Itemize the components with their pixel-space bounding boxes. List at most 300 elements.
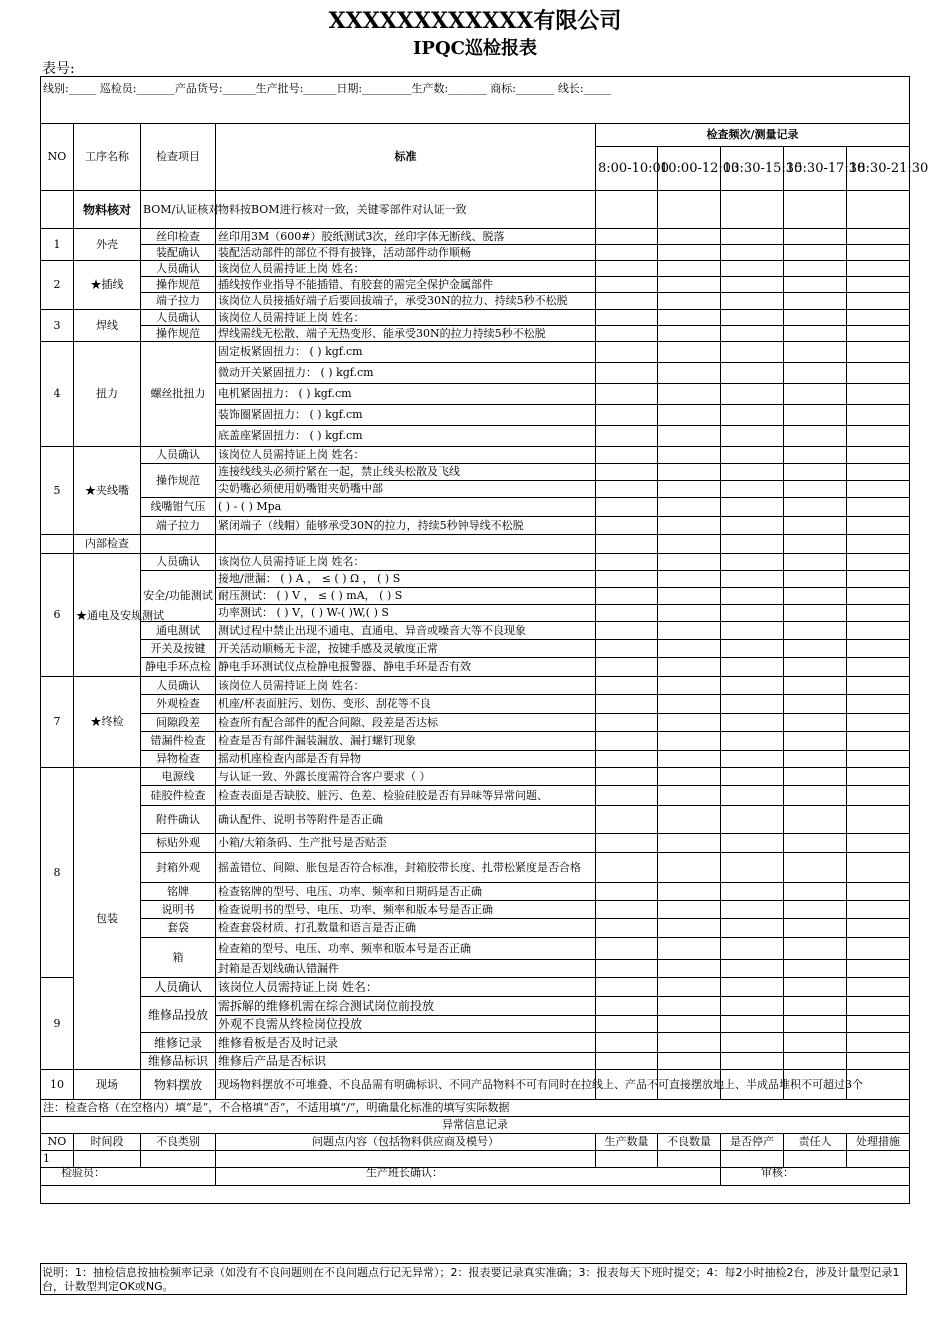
record-cell[interactable]: [721, 806, 784, 834]
check-item: 错漏件检查: [141, 732, 216, 751]
record-cell[interactable]: [596, 883, 658, 901]
record-cell[interactable]: [658, 1053, 721, 1070]
abnormal-cell[interactable]: [216, 1151, 596, 1168]
standard-text: 该岗位人员需持证上岗 姓名：: [216, 447, 596, 464]
record-cell[interactable]: [596, 588, 658, 605]
record-cell[interactable]: [721, 695, 784, 714]
record-cell[interactable]: [596, 1053, 658, 1070]
record-cell[interactable]: [721, 517, 784, 535]
record-cell[interactable]: [847, 786, 910, 806]
record-cell[interactable]: [847, 853, 910, 883]
record-cell[interactable]: [847, 588, 910, 605]
record-cell[interactable]: [658, 806, 721, 834]
record-cell[interactable]: [658, 695, 721, 714]
check-item: 维修品投放: [141, 997, 216, 1033]
record-cell[interactable]: [784, 605, 847, 622]
record-cell[interactable]: [721, 588, 784, 605]
record-cell[interactable]: [658, 571, 721, 588]
record-cell[interactable]: [596, 901, 658, 919]
table-row: [41, 535, 910, 554]
record-cell[interactable]: [784, 245, 847, 261]
abnormal-cell[interactable]: [847, 1151, 910, 1168]
record-cell[interactable]: [721, 978, 784, 997]
standard-text: 维修后产品是否标识: [216, 1053, 596, 1070]
record-cell[interactable]: [721, 310, 784, 326]
record-cell[interactable]: [847, 640, 910, 658]
standard-text: 静电手环测试仪点检静电报警器、静电手环是否有效: [216, 658, 596, 677]
record-cell[interactable]: [784, 464, 847, 481]
process-name: ★终检: [74, 677, 141, 768]
table-row: [41, 658, 910, 677]
record-cell[interactable]: [721, 768, 784, 786]
record-cell[interactable]: [596, 464, 658, 481]
record-cell[interactable]: [658, 834, 721, 853]
record-cell[interactable]: [847, 447, 910, 464]
standard-text: 该岗位人员需持证上岗 姓名：: [216, 310, 596, 326]
record-cell[interactable]: [658, 605, 721, 622]
record-cell[interactable]: [721, 853, 784, 883]
record-cell[interactable]: [721, 901, 784, 919]
record-cell[interactable]: [658, 464, 721, 481]
record-cell[interactable]: [721, 786, 784, 806]
record-cell[interactable]: [784, 883, 847, 901]
record-cell[interactable]: [596, 853, 658, 883]
record-cell[interactable]: [784, 919, 847, 938]
record-cell[interactable]: [784, 426, 847, 447]
abnormal-header: 问题点内容（包括物料供应商及模号）: [216, 1134, 596, 1151]
review-sign[interactable]: 审核：: [721, 1168, 910, 1186]
record-cell[interactable]: [658, 277, 721, 293]
record-cell[interactable]: [847, 1016, 910, 1033]
record-cell[interactable]: [596, 426, 658, 447]
record-cell[interactable]: [658, 751, 721, 768]
record-cell[interactable]: [596, 326, 658, 342]
record-cell[interactable]: [658, 588, 721, 605]
record-cell[interactable]: [658, 997, 721, 1016]
record-cell[interactable]: [658, 677, 721, 695]
record-cell[interactable]: [658, 640, 721, 658]
record-cell[interactable]: [847, 978, 910, 997]
record-cell[interactable]: [847, 535, 910, 554]
record-cell[interactable]: [784, 806, 847, 834]
record-cell[interactable]: [784, 786, 847, 806]
record-cell[interactable]: [721, 732, 784, 751]
record-cell[interactable]: [784, 571, 847, 588]
record-cell[interactable]: [847, 229, 910, 245]
record-cell[interactable]: [658, 363, 721, 384]
check-item: 维修品标识: [141, 1053, 216, 1070]
standard-text: 现场物料摆放不可堆叠、不良品需有明确标识、不同产品物料不可有同时在拉线上、产品不可直接摆放地上、半成品堆积不可超过3个: [216, 1070, 596, 1100]
record-cell[interactable]: [721, 640, 784, 658]
check-item: 电源线: [141, 768, 216, 786]
record-cell[interactable]: [721, 997, 784, 1016]
record-cell[interactable]: [721, 481, 784, 498]
record-cell[interactable]: [847, 938, 910, 960]
table-row: [41, 997, 910, 1016]
row-number: 6: [41, 554, 74, 677]
record-cell[interactable]: [784, 1053, 847, 1070]
process-name: 外壳: [74, 229, 141, 261]
record-cell[interactable]: [784, 978, 847, 997]
process-name: ★插线: [74, 261, 141, 310]
record-cell[interactable]: [658, 517, 721, 535]
standard-text: 检查套袋材质、打孔数量和语言是否正确: [216, 919, 596, 938]
record-cell[interactable]: [847, 605, 910, 622]
record-cell[interactable]: [847, 310, 910, 326]
record-cell[interactable]: [596, 640, 658, 658]
record-cell[interactable]: [721, 714, 784, 732]
record-cell[interactable]: [596, 384, 658, 405]
record-cell[interactable]: [658, 919, 721, 938]
record-cell[interactable]: [658, 447, 721, 464]
record-cell[interactable]: [784, 834, 847, 853]
record-cell[interactable]: [784, 677, 847, 695]
standard-text: 封箱是否划线确认错漏件: [216, 960, 596, 978]
record-cell[interactable]: [658, 883, 721, 901]
abnormal-cell[interactable]: [784, 1151, 847, 1168]
record-cell[interactable]: [658, 622, 721, 640]
record-cell[interactable]: [847, 571, 910, 588]
record-cell[interactable]: [847, 426, 910, 447]
record-cell[interactable]: [596, 405, 658, 426]
record-cell[interactable]: [658, 901, 721, 919]
check-item: 操作规范: [141, 277, 216, 293]
record-cell[interactable]: [847, 342, 910, 363]
record-cell[interactable]: [596, 978, 658, 997]
record-cell[interactable]: [784, 554, 847, 571]
abnormal-cell[interactable]: [596, 1151, 658, 1168]
record-cell[interactable]: [658, 960, 721, 978]
record-cell[interactable]: [847, 901, 910, 919]
abnormal-header: 不良类别: [141, 1134, 216, 1151]
row-number: 1: [41, 229, 74, 261]
record-cell[interactable]: [721, 326, 784, 342]
col-process: 工序名称: [74, 124, 141, 191]
record-cell[interactable]: [784, 310, 847, 326]
record-cell[interactable]: [721, 571, 784, 588]
record-cell[interactable]: [784, 960, 847, 978]
record-cell[interactable]: [784, 938, 847, 960]
record-cell[interactable]: [596, 997, 658, 1016]
record-cell[interactable]: [847, 658, 910, 677]
record-cell[interactable]: [784, 481, 847, 498]
record-cell[interactable]: [847, 714, 910, 732]
record-cell[interactable]: [847, 517, 910, 535]
standard-text: 紧闭端子（线帽）能够承受30N的拉力，持续5秒钟导线不松脱: [216, 517, 596, 535]
record-cell[interactable]: [721, 384, 784, 405]
record-cell[interactable]: [596, 1033, 658, 1053]
record-cell[interactable]: [721, 605, 784, 622]
record-cell[interactable]: [658, 853, 721, 883]
record-cell[interactable]: [847, 960, 910, 978]
table-row: [41, 293, 910, 310]
record-cell[interactable]: [784, 901, 847, 919]
table-row: [41, 806, 910, 834]
record-cell[interactable]: [847, 261, 910, 277]
record-cell[interactable]: [596, 658, 658, 677]
record-cell[interactable]: [658, 978, 721, 997]
record-cell[interactable]: [784, 751, 847, 768]
inspector-sign[interactable]: 检验员：: [41, 1168, 216, 1186]
record-cell[interactable]: [658, 481, 721, 498]
report-title: IPQC巡检报表: [413, 38, 537, 59]
record-cell[interactable]: [847, 751, 910, 768]
record-cell[interactable]: [658, 310, 721, 326]
table-row: [41, 714, 910, 732]
table-row: [41, 342, 910, 363]
record-cell[interactable]: [596, 806, 658, 834]
record-cell[interactable]: [847, 732, 910, 751]
record-cell[interactable]: [784, 229, 847, 245]
record-cell[interactable]: [596, 1016, 658, 1033]
record-cell[interactable]: [658, 384, 721, 405]
check-item: 端子拉力: [141, 293, 216, 310]
record-cell[interactable]: [596, 363, 658, 384]
record-cell[interactable]: [847, 405, 910, 426]
record-cell[interactable]: [658, 768, 721, 786]
record-cell[interactable]: [658, 405, 721, 426]
standard-text: 检查所有配合部件的配合间隙、段差是否达标: [216, 714, 596, 732]
record-cell[interactable]: [784, 277, 847, 293]
record-cell[interactable]: [721, 1016, 784, 1033]
table-row: [41, 498, 910, 517]
abnormal-cell[interactable]: [721, 1151, 784, 1168]
record-cell[interactable]: [596, 714, 658, 732]
record-cell[interactable]: [658, 342, 721, 363]
abnormal-cell[interactable]: [74, 1151, 141, 1168]
record-cell[interactable]: [784, 768, 847, 786]
record-cell[interactable]: [847, 245, 910, 261]
table-row: [41, 919, 910, 938]
record-cell[interactable]: [784, 447, 847, 464]
record-cell[interactable]: [847, 677, 910, 695]
table-row: [41, 695, 910, 714]
record-cell[interactable]: [596, 191, 658, 229]
record-cell[interactable]: [596, 229, 658, 245]
table-row: [41, 978, 910, 997]
abnormal-cell[interactable]: [658, 1151, 721, 1168]
record-cell[interactable]: [847, 919, 910, 938]
record-cell[interactable]: [784, 342, 847, 363]
record-cell[interactable]: [658, 498, 721, 517]
record-cell[interactable]: [596, 786, 658, 806]
standard-text: 微动开关紧固扭力： ( ) kgf.cm: [216, 363, 596, 384]
record-cell[interactable]: [721, 960, 784, 978]
record-cell[interactable]: [847, 277, 910, 293]
record-cell[interactable]: [658, 535, 721, 554]
record-cell[interactable]: [596, 751, 658, 768]
row-number: 3: [41, 310, 74, 342]
record-cell[interactable]: [596, 605, 658, 622]
record-cell[interactable]: [784, 853, 847, 883]
record-cell[interactable]: [721, 883, 784, 901]
record-cell[interactable]: [721, 191, 784, 229]
record-cell[interactable]: [784, 1033, 847, 1053]
record-cell[interactable]: [784, 732, 847, 751]
record-cell[interactable]: [784, 535, 847, 554]
footer-note: 说明：1：抽检信息按抽检频率记录（如没有不良问题则在不良问题点行记无异常）；2：报表要记录真实准确；3：报表每天下班时提交；4：每2小时抽检2台，涉及计量型记录1台，计数型判定OK或NG。: [40, 1263, 907, 1295]
standard-text: 摇盖错位、间隙、胀包是否符合标准，封箱胶带长度、扎带松紧度是否合格: [216, 853, 596, 883]
record-cell[interactable]: [721, 277, 784, 293]
record-cell[interactable]: [847, 384, 910, 405]
record-cell[interactable]: [658, 426, 721, 447]
col-frequency: 检查频次/测量记录: [596, 124, 910, 147]
record-cell[interactable]: [784, 384, 847, 405]
record-cell[interactable]: [721, 245, 784, 261]
record-cell[interactable]: [847, 498, 910, 517]
record-cell[interactable]: [784, 658, 847, 677]
record-cell[interactable]: [658, 229, 721, 245]
record-cell[interactable]: [658, 714, 721, 732]
record-cell[interactable]: [658, 1033, 721, 1053]
record-cell[interactable]: [847, 326, 910, 342]
record-cell[interactable]: [596, 622, 658, 640]
record-cell[interactable]: [658, 261, 721, 277]
record-cell[interactable]: [784, 293, 847, 310]
record-cell[interactable]: [847, 768, 910, 786]
record-cell[interactable]: [784, 405, 847, 426]
abnormal-header: 生产数量: [596, 1134, 658, 1151]
col-standard: 标准: [216, 124, 596, 191]
record-cell[interactable]: [847, 554, 910, 571]
record-cell[interactable]: [847, 464, 910, 481]
record-cell[interactable]: [784, 498, 847, 517]
record-cell[interactable]: [658, 191, 721, 229]
record-cell[interactable]: [847, 191, 910, 229]
record-cell[interactable]: [721, 1053, 784, 1070]
record-cell[interactable]: [658, 554, 721, 571]
record-cell[interactable]: [721, 751, 784, 768]
record-cell[interactable]: [784, 363, 847, 384]
record-cell[interactable]: [658, 1016, 721, 1033]
record-cell[interactable]: [721, 363, 784, 384]
record-cell[interactable]: [721, 677, 784, 695]
record-cell[interactable]: [847, 1033, 910, 1053]
record-cell[interactable]: [596, 571, 658, 588]
check-item: 安全/功能测试: [141, 571, 216, 622]
record-cell[interactable]: [721, 261, 784, 277]
record-cell[interactable]: [658, 732, 721, 751]
record-cell[interactable]: [596, 517, 658, 535]
check-item: 人员确认: [141, 554, 216, 571]
standard-text: 外观不良需从终检岗位投放: [216, 1016, 596, 1033]
row-number: 10: [41, 1070, 74, 1100]
standard-text: 固定板紧固扭力： ( ) kgf.cm: [216, 342, 596, 363]
record-cell[interactable]: [847, 1053, 910, 1070]
record-cell[interactable]: [596, 261, 658, 277]
record-cell[interactable]: [596, 695, 658, 714]
record-cell[interactable]: [596, 498, 658, 517]
record-cell[interactable]: [847, 363, 910, 384]
standard-text: 检查表面是否缺胶、脏污、色差、检验硅胶是否有异味等异常问题、: [216, 786, 596, 806]
process-name: 包装: [74, 768, 141, 1070]
record-cell[interactable]: [721, 498, 784, 517]
abnormal-cell[interactable]: [141, 1151, 216, 1168]
record-cell[interactable]: [784, 695, 847, 714]
record-cell[interactable]: [721, 535, 784, 554]
check-item: 通电测试: [141, 622, 216, 640]
process-name: 焊线: [74, 310, 141, 342]
record-cell[interactable]: [658, 658, 721, 677]
record-cell[interactable]: [721, 1033, 784, 1053]
record-cell[interactable]: [596, 342, 658, 363]
record-cell[interactable]: [721, 622, 784, 640]
record-cell[interactable]: [784, 326, 847, 342]
record-cell[interactable]: [847, 293, 910, 310]
record-cell[interactable]: [721, 554, 784, 571]
record-cell[interactable]: [784, 588, 847, 605]
record-cell[interactable]: [596, 834, 658, 853]
record-cell[interactable]: [596, 960, 658, 978]
record-cell[interactable]: [847, 806, 910, 834]
record-cell[interactable]: [847, 481, 910, 498]
record-cell[interactable]: [658, 938, 721, 960]
table-row: [41, 768, 910, 786]
record-cell[interactable]: [847, 622, 910, 640]
record-cell[interactable]: [596, 245, 658, 261]
record-cell[interactable]: [658, 245, 721, 261]
standard-text: 小箱/大箱条码、生产批号是否贴歪: [216, 834, 596, 853]
record-cell[interactable]: [721, 834, 784, 853]
record-cell[interactable]: [658, 293, 721, 310]
check-item: 硅胶件检查: [141, 786, 216, 806]
record-cell[interactable]: [847, 695, 910, 714]
standard-text: 装饰圈紧固扭力： ( ) kgf.cm: [216, 405, 596, 426]
record-cell[interactable]: [784, 261, 847, 277]
record-cell[interactable]: [658, 786, 721, 806]
row-number: 8: [41, 768, 74, 978]
leader-sign[interactable]: 生产班长确认：: [216, 1168, 721, 1186]
record-cell[interactable]: [596, 732, 658, 751]
record-cell[interactable]: [721, 447, 784, 464]
record-cell[interactable]: [596, 447, 658, 464]
record-cell[interactable]: [721, 658, 784, 677]
record-cell[interactable]: [596, 677, 658, 695]
record-cell[interactable]: [596, 277, 658, 293]
form-number: 表号:: [42, 61, 75, 77]
record-cell[interactable]: [596, 919, 658, 938]
record-cell[interactable]: [596, 293, 658, 310]
record-cell[interactable]: [596, 768, 658, 786]
record-cell[interactable]: [784, 191, 847, 229]
record-cell[interactable]: [847, 834, 910, 853]
record-cell[interactable]: [784, 1016, 847, 1033]
record-cell[interactable]: [721, 464, 784, 481]
record-cell[interactable]: [784, 517, 847, 535]
record-cell[interactable]: [596, 938, 658, 960]
table-row: [41, 640, 910, 658]
record-cell[interactable]: [721, 229, 784, 245]
record-cell[interactable]: [847, 997, 910, 1016]
record-cell[interactable]: [721, 919, 784, 938]
table-row: [41, 261, 910, 277]
record-cell[interactable]: [721, 938, 784, 960]
record-cell[interactable]: [721, 426, 784, 447]
record-cell[interactable]: [847, 883, 910, 901]
record-cell[interactable]: [784, 997, 847, 1016]
record-cell[interactable]: [596, 481, 658, 498]
record-cell[interactable]: [596, 310, 658, 326]
record-cell[interactable]: [721, 342, 784, 363]
record-cell[interactable]: [721, 293, 784, 310]
record-cell[interactable]: [596, 554, 658, 571]
record-cell[interactable]: [596, 535, 658, 554]
record-cell[interactable]: [784, 714, 847, 732]
record-cell[interactable]: [784, 640, 847, 658]
record-cell[interactable]: [784, 622, 847, 640]
record-cell[interactable]: [658, 326, 721, 342]
record-cell[interactable]: [721, 405, 784, 426]
